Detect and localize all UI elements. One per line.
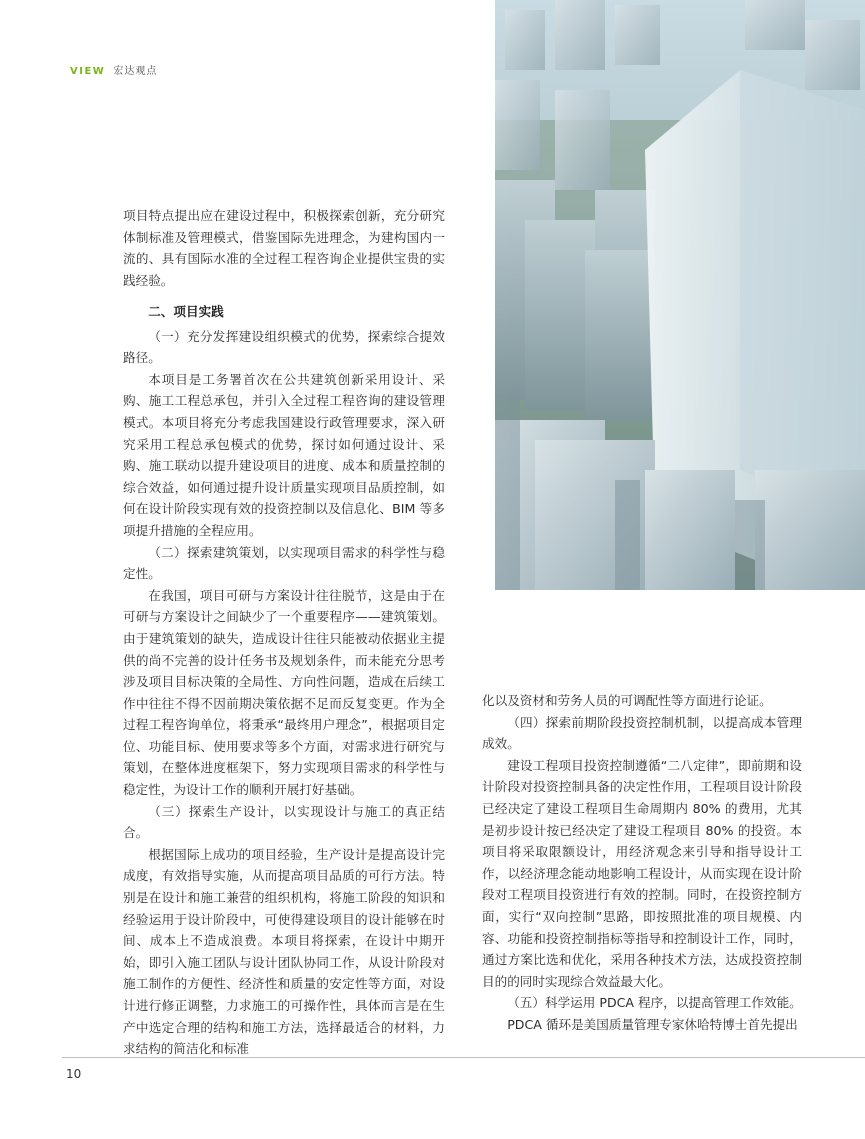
footer-divider	[62, 1057, 865, 1058]
subheading-4: （四）探索前期阶段投资控制机制，以提高成本管理成效。	[482, 714, 802, 752]
page-header	[70, 62, 157, 77]
paragraph-6: PDCA 循环是美国质量管理专家休哈特博士首先提出	[507, 1016, 798, 1032]
paragraph-intro: 项目特点提出应在建设过程中，积极探索创新，充分研究体制标准及管理模式，借鉴国际先进理念，为建构国内一流的、具有国际水准的全过程工程咨询企业提供宝贵的实践经验。	[123, 208, 445, 288]
header-view-label: VIEW	[70, 66, 106, 77]
paragraph-4-continued: 化以及资材和劳务人员的可调配性等方面进行论证。	[482, 693, 772, 708]
text-column-right	[482, 690, 802, 1036]
text-column-left	[123, 301, 445, 1060]
subheading-5: （五）科学运用 PDCA 程序，以提高管理工作效能。	[507, 995, 802, 1011]
header-section-title: 宏达观点	[113, 66, 158, 77]
building-rendering-image	[495, 0, 865, 590]
subheading-2: （二）探索建筑策划，以实现项目需求的科学性与稳定性。	[123, 544, 445, 582]
page-number: 10	[66, 1067, 82, 1081]
paragraph-3: 在我国，项目可研与方案设计往往脱节，这是由于在可研与方案设计之间缺少了一个重要程序——建筑策划。由于建筑策划的缺失，造成设计往往只能被动依据业主提供的尚不完善的设计任务书及规划条件，而未能充分思考涉及项目目标决策的全局性、方向性问题，造成在后续工作中往往不得不因前期决策依据不足而反复变更。作为全过程工程咨询单位，将秉承“最终用户理念”，根据项目定位、功能目标、使用要求等多个方面，对需求进行研究与策划，在整体进度框架下，努力实现项目需求的科学性与稳定性，为设计工作的顺利开展打好基础。	[123, 587, 445, 798]
subheading-3: （三）探索生产设计，以实现设计与施工的真正结合。	[123, 803, 445, 841]
paragraph-4: 根据国际上成功的项目经验，生产设计是提高设计完成度，有效指导实施，从而提高项目品质的可行方法。特别是在设计和施工兼营的组织机构，将施工阶段的知识和经验运用于设计阶段中，可使得建设项目的设计能够在时间、成本上不造成浪费。本项目将探索，在设计中期开始，即引入施工团队与设计团队协同工作，从设计阶段对施工制作的方便性、经济性和质量的安定性等方面，对设计进行修正调整，力求施工的可操作性，具体而言是在生产中选定合理的结构和施工方法，选择最适合的材料，力求结构的简洁化和标准	[123, 846, 445, 1057]
paragraph-2: 本项目是工务署首次在公共建筑创新采用设计、采购、施工工程总承包，并引入全过程工程咨询的建设管理模式。本项目将充分考虑我国建设行政管理要求，深入研究采用工程总承包模式的优势，探讨如何通过设计、采购、施工联动以提升建设项目的进度、成本和质量控制的综合效益，如何通过提升设计质量实现项目品质控制，如何在设计阶段实现有效的投资控制以及信息化、BIM 等多项提升措施的全程应用。	[123, 371, 445, 538]
section-heading-project-practice: 二、项目实践	[148, 304, 224, 319]
paragraph-5: 建设工程项目投资控制遵循“二八定律”，即前期和设计阶段对投资控制具备的决定性作用，工程项目设计阶段已经决定了建设工程项目生命周期内 80% 的费用，尤其是初步设计按已经决定了建设工程项目 80% 的投资。本项目将采取限额设计，用经济观念来引导和指导设计工作，以经济理念能动地影响工程设计，从而实现在设计阶段对工程项目投资进行有效的控制。同时，在投资控制方面，实行“双向控制”思路，即按照批准的项目规模、内容、功能和投资控制指标等指导和控制设计工作，同时，通过方案比选和优化，采用各种技术方法，达成投资控制目的的同时实现综合效益最大化。	[482, 757, 802, 989]
subheading-1: （一）充分发挥建设组织模式的优势，探索综合提效路径。	[123, 328, 445, 366]
text-block-intro	[123, 205, 445, 291]
